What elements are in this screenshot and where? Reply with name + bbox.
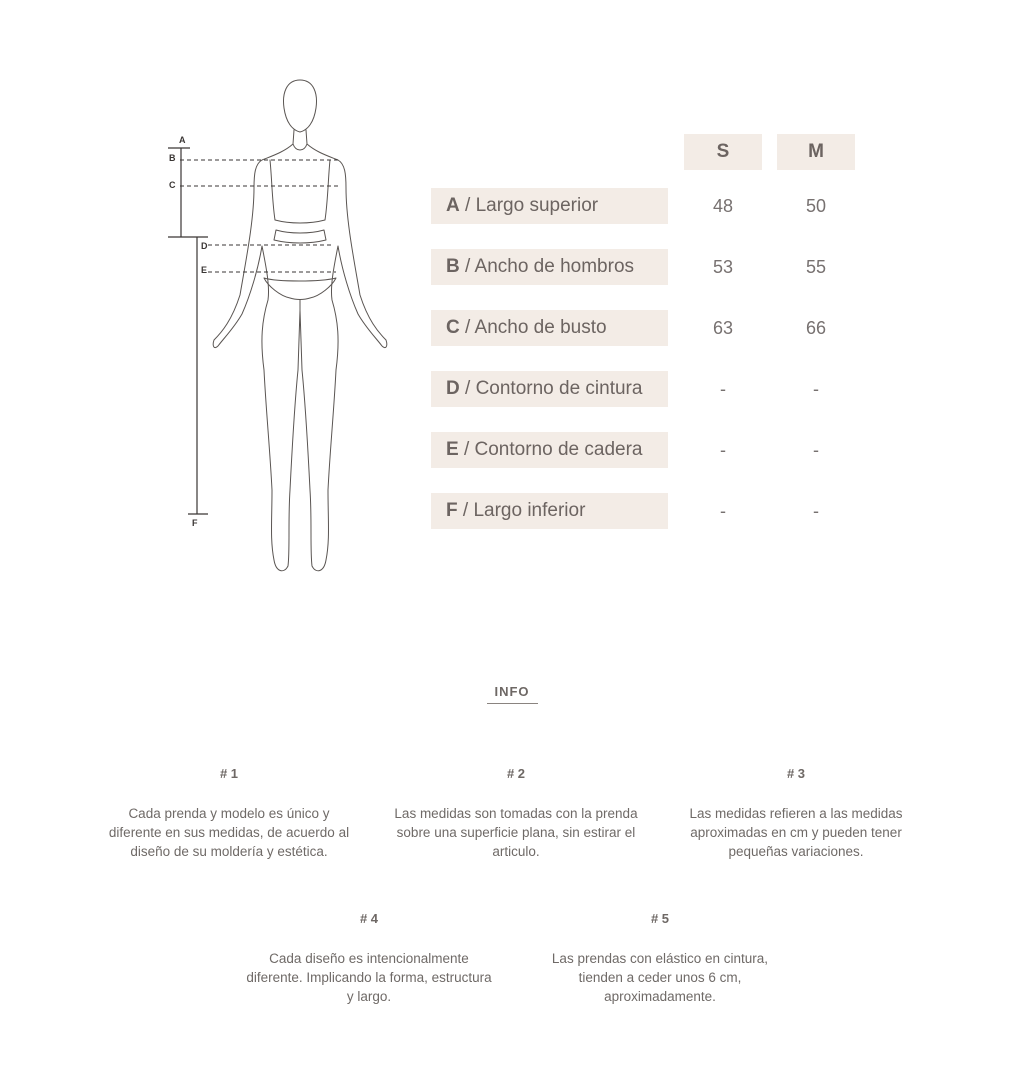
row-value-s: 53	[712, 256, 734, 277]
row-value-m: 55	[805, 256, 827, 277]
row-value-s: -	[720, 500, 726, 521]
marker-a: A	[179, 135, 186, 145]
note-number: # 1	[219, 766, 239, 781]
note-number: # 2	[506, 766, 526, 781]
mannequin-body	[213, 144, 387, 571]
row-label: F / Largo inferior	[431, 493, 668, 529]
row-value-m: -	[813, 439, 819, 460]
row-value-s: 48	[712, 195, 734, 216]
note-number: # 5	[650, 911, 670, 926]
row-label: D / Contorno de cintura	[431, 371, 668, 407]
row-label: A / Largo superior	[431, 188, 668, 224]
row-value-m: 50	[805, 195, 827, 216]
row-value-m: -	[813, 500, 819, 521]
info-note-4	[244, 911, 494, 1006]
note-number: # 3	[786, 766, 806, 781]
marker-d: D	[201, 241, 208, 251]
body-measurement-diagram	[160, 70, 400, 590]
note-text: Cada prenda y modelo es único y diferente en sus medidas, de acuerdo al diseño de su moldería y estética.	[108, 806, 350, 859]
marker-b: B	[169, 153, 176, 163]
row-label: E / Contorno de cadera	[431, 432, 668, 468]
note-text: Las medidas son tomadas con la prenda sobre una superficie plana, sin estirar el articulo.	[394, 806, 638, 859]
row-value-s: -	[720, 378, 726, 399]
marker-e: E	[201, 265, 208, 275]
row-value-m: -	[813, 378, 819, 399]
info-note-5	[535, 911, 785, 1006]
note-text: Las prendas con elástico en cintura, tienden a ceder unos 6 cm, aproximadamente.	[551, 951, 769, 1004]
info-underline	[487, 703, 538, 704]
size-header-s: S	[684, 134, 762, 170]
note-text: Las medidas refieren a las medidas aproximadas en cm y pueden tener pequeñas variaciones.	[689, 806, 903, 859]
size-header-m: M	[777, 134, 855, 170]
row-value-s: -	[720, 439, 726, 460]
note-number: # 4	[359, 911, 379, 926]
info-title: INFO	[494, 684, 530, 699]
info-note-3	[671, 766, 921, 861]
row-label: C / Ancho de busto	[431, 310, 668, 346]
note-text: Cada diseño es intencionalmente diferente. Implicando la forma, estructura y largo.	[246, 951, 492, 1004]
row-value-s: 63	[712, 317, 734, 338]
info-note-2	[391, 766, 641, 861]
row-value-m: 66	[805, 317, 827, 338]
info-note-1	[104, 766, 354, 861]
mannequin-figure	[160, 70, 400, 590]
marker-c: C	[169, 180, 176, 190]
marker-f: F	[192, 518, 198, 528]
row-label: B / Ancho de hombros	[431, 249, 668, 285]
mannequin-head	[284, 80, 317, 132]
